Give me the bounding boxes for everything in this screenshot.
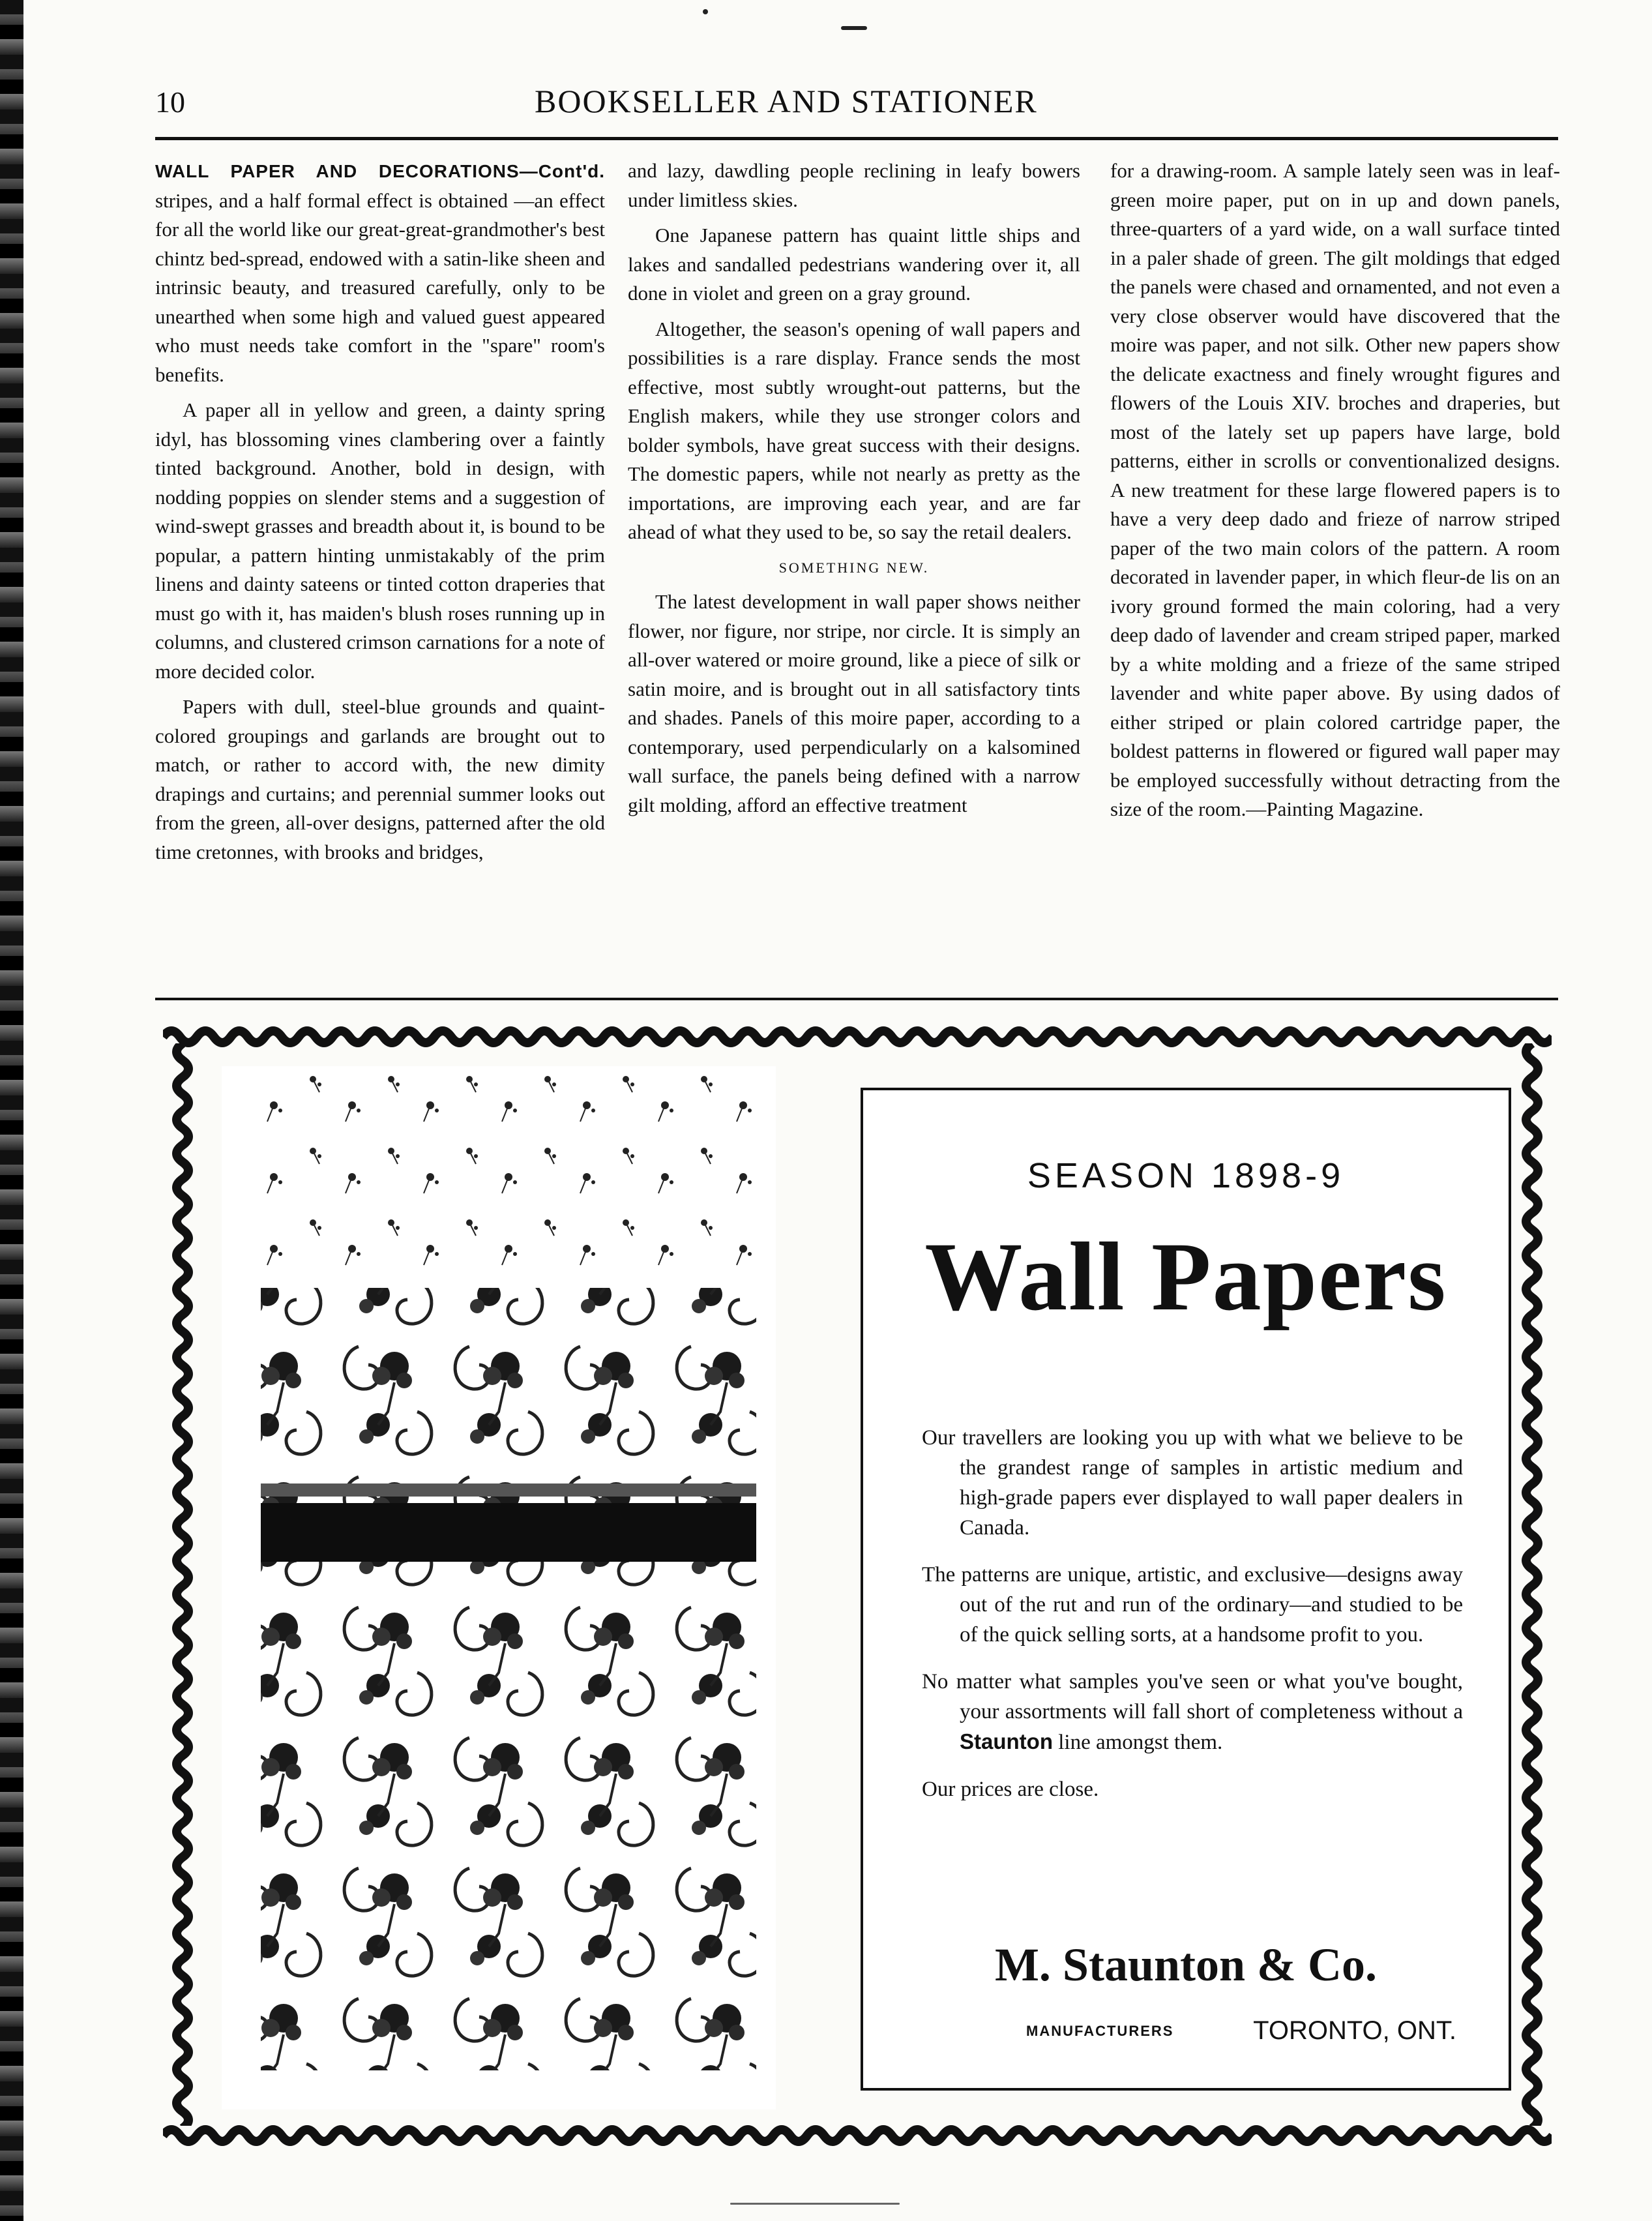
ad-paragraph-text: No matter what samples you've seen or what you've bought, your assortments will fall short of completeness without a — [922, 1670, 1463, 1723]
article-paragraph: The latest development in wall paper shows neither flower, nor figure, nor stripe, nor circle. It is simply an all-over watered or moire ground, like a piece of silk or satin moire, and is brought out in all satisfactory tints and shades. Panels of this moire paper, according to a contemporary, used perpendicularly on a kalsomined wall surface, the panels being defined with a narrow gilt molding, afford an effective treatment — [628, 590, 1080, 816]
ad-paragraph-text: line amongst them. — [1058, 1731, 1223, 1754]
advertisement-rule — [155, 998, 1558, 1000]
ad-paragraph — [922, 1667, 1463, 1757]
article-column-3 — [1110, 157, 1560, 824]
wavy-border-left — [163, 1043, 202, 2126]
article-paragraph: Altogether, the season's opening of wall papers and possibilities is a rare display. France sends the most effective, most subtly wrought-out patterns, but the English makers, while they use stronger colors and bolder symbols, have great success with their designs. The domestic papers, while not nearly as pretty as the importations, are improving each year, and are far ahead of what they used to be, so say the retail dealers. — [628, 317, 1080, 543]
manufacturers-label: MANUFACTURERS — [1026, 2023, 1174, 2039]
ad-paragraph: Our travellers are looking you up with what we believe to be the grandest range of samples in artistic medium and high-grade papers ever displayed to wall paper dealers in Canada. — [922, 1426, 1463, 1540]
header-rule — [155, 137, 1558, 140]
company-name: M. Staunton & Co. — [994, 1939, 1378, 1991]
article-column-2 — [628, 157, 1080, 820]
print-speck — [703, 9, 708, 14]
article-paragraph: Papers with dull, steel-blue grounds and quaint-colored groupings and garlands are brought out to match, or rather to accord with, the new dimity drapings and curtains; and perennial summer looks out from the green, all-over designs, patterned after the old time cretonnes, with brooks and bridges, — [155, 695, 605, 863]
wavy-border-top — [163, 1017, 1552, 1056]
ad-title: Wall Papers — [924, 1223, 1447, 1331]
subheading: SOMETHING NEW. — [778, 559, 930, 576]
article-column-1 — [155, 157, 605, 867]
advertisement-text-box — [861, 1088, 1511, 2091]
page-number: 10 — [155, 85, 185, 119]
wavy-border-right — [1512, 1043, 1552, 2126]
print-speck — [730, 2203, 900, 2205]
wavy-border-bottom — [163, 2116, 1552, 2155]
ad-season: SEASON 1898-9 — [1027, 1156, 1345, 1195]
brand-name: Staunton — [960, 1729, 1053, 1753]
running-title: BOOKSELLER AND STATIONER — [535, 83, 1038, 119]
scanned-page-edge — [0, 0, 23, 2221]
ad-paragraph: The patterns are unique, artistic, and exclusive—designs away out of the rut and run of the ordinary—and studied to be of the quick selling sorts, at a handsome profit to you. — [922, 1563, 1463, 1647]
article-paragraph: stripes, and a half formal effect is obtained —an effect for all the world like our great-great-grandmother's best chintz bed-spread, endowed with a satin-like sheen and intrinsic beauty, and treasured carefully, only to be unearthed when some high and valued guest appeared who must needs take comfort in the "spare" room's benefits. — [155, 188, 605, 386]
company-location: TORONTO, ONT. — [1253, 2016, 1456, 2045]
article-paragraph: for a drawing-room. A sample lately seen was in leaf-green moire paper, put on in up and down panels, three-quarters of a yard wide, on a wall surface tinted in a paler shade of green. The gilt moldings that edged the panels were chased and ornamented, and not even a very close observer would have discovered that the moire was paper, and not silk. Other new papers show the delicate exactness and finely wrought figures and flowers of the Louis XIV. broches and draperies, but most of the lately set up papers have large, bold patterns, either in scrolls or conventionalized designs. A new treatment for these large flowered papers is to have a very deep dado and frieze of narrow striped paper of the two main colors of the pattern. A room decorated in lavender paper, in which fleur-de lis on an ivory ground formed the main coloring, had a very deep dado of lavender and cream striped paper, marked by a white molding and a frieze of the same striped lavender and white paper above. By using dados of either striped or plain colored cartridge paper, the boldest patterns in flowered or figured wall paper may be employed successfully without detracting from the size of the room.—Painting Magazine. — [1110, 159, 1560, 820]
article-heading: WALL PAPER AND DECORATIONS—Cont'd. — [155, 161, 605, 181]
ad-paragraph: Our prices are close. — [922, 1778, 1099, 1801]
article-paragraph: and lazy, dawdling people reclining in leafy bowers under limitless skies. — [628, 159, 1080, 211]
print-speck — [841, 26, 867, 30]
wallpaper-sample-illustration — [222, 1066, 776, 2109]
article-paragraph: One Japanese pattern has quaint little ships and lakes and sandalled pedestrians wandering over it, all done in violet and green on a gray ground. — [628, 224, 1080, 305]
article-paragraph: A paper all in yellow and green, a dainty spring idyl, has blossoming vines clambering over a faintly tinted background. Another, bold in design, with nodding poppies on slender stems and a suggestion of wind-swept grasses and breadth about it, is bound to be popular, a pattern hinting unmistakably of the prim linens and dainty sateens or tinted cotton draperies that must go with it, has maiden's blush roses running up in columns, and clustered crimson carnations for a note of more decided color. — [155, 398, 605, 683]
ad-body — [922, 1423, 1463, 1821]
advertisement — [163, 1017, 1552, 2155]
